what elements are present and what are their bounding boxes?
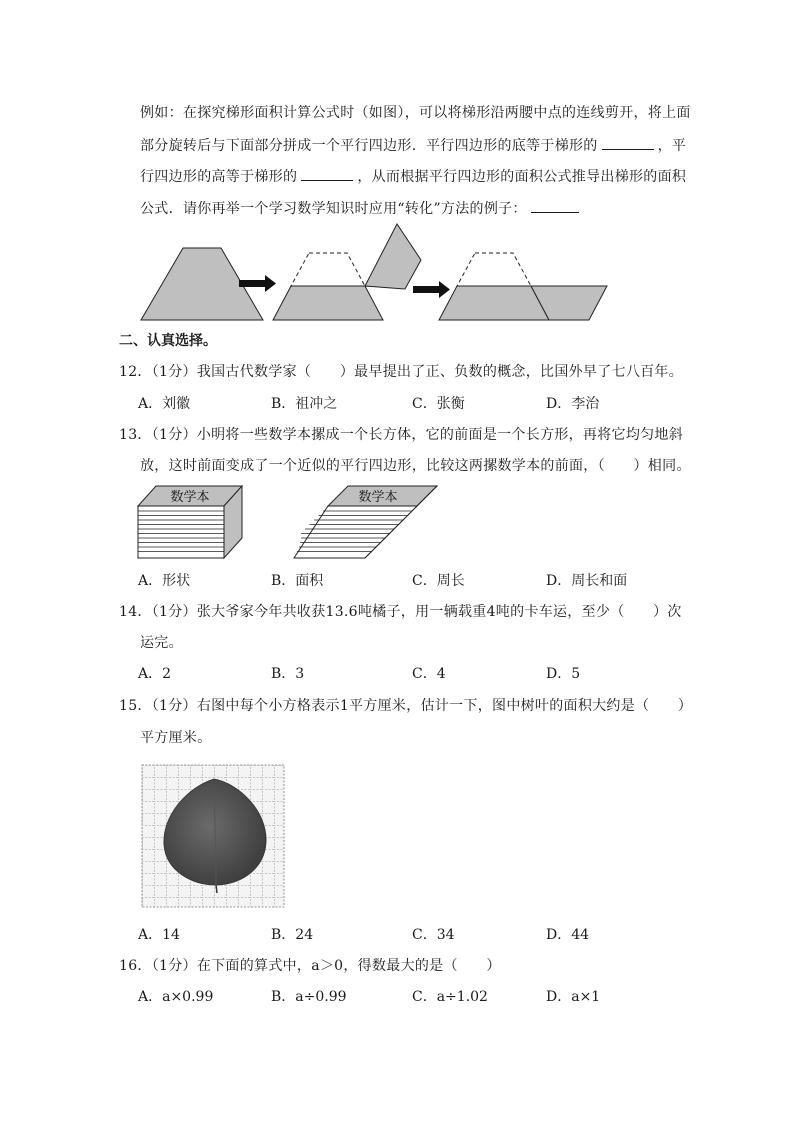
q16-option-d[interactable]: D．a×1: [546, 989, 601, 1005]
q16-option-c[interactable]: C．a÷1.02: [412, 989, 488, 1005]
q11-line-2-tail: ，平: [657, 138, 687, 154]
book-label: 数学本: [358, 490, 398, 505]
q13-stem-line-1: 13．（1分）小明将一些数学本摞成一个长方体，它的前面是一个长方形，再将它均匀地斜: [119, 427, 684, 443]
q13-stem-line-2: 放，这时前面变成了一个近似的平行四边形，比较这两摞数学本的前面，（ ）相同。: [140, 458, 691, 474]
trapezoid-cut: [273, 224, 421, 320]
q15-option-b[interactable]: B．24: [271, 927, 314, 943]
q15-stem-line-2: 平方厘米。: [140, 730, 212, 746]
q11-line-3: [140, 166, 686, 187]
trapezoid-diagram: [135, 220, 615, 325]
q13-option-a[interactable]: A．形状: [138, 573, 191, 589]
book-stack-diagram: [138, 484, 448, 562]
q12-option-d[interactable]: D．李治: [546, 396, 600, 412]
q14-stem-line-2: 运完。: [140, 635, 183, 651]
q13-option-b[interactable]: B．面积: [271, 573, 324, 589]
arrow-icon: [413, 281, 450, 298]
q11-line-2: [140, 135, 686, 156]
q15-option-c[interactable]: C．34: [412, 927, 455, 943]
q13-option-c[interactable]: C．周长: [412, 573, 465, 589]
q15-option-d[interactable]: D．44: [546, 927, 590, 943]
q16-option-a[interactable]: A．a×0.99: [138, 989, 214, 1005]
parallelogram-result: [439, 253, 607, 320]
q16-option-b[interactable]: B．a÷0.99: [271, 989, 347, 1005]
q14-option-c[interactable]: C．4: [412, 666, 446, 682]
answer-blank-height: [301, 166, 353, 181]
q12-option-b[interactable]: B．祖冲之: [271, 396, 338, 412]
q14-option-a[interactable]: A．2: [138, 666, 172, 682]
q11-line-4-text: 公式．请你再举一个学习数学知识时应用“转化”方法的例子：: [140, 201, 527, 217]
q14-option-b[interactable]: B．3: [271, 666, 305, 682]
q13-option-d[interactable]: D．周长和面: [546, 573, 628, 589]
book-stack-upright: [138, 486, 242, 558]
answer-blank-example: [531, 198, 579, 213]
q12-option-a[interactable]: A．刘徽: [138, 396, 191, 412]
q15-option-a[interactable]: A．14: [138, 927, 180, 943]
answer-blank-base: [602, 135, 654, 150]
q15-stem-line-1: 15．（1分）右图中每个小方格表示1平方厘米，估计一下，图中树叶的面积大约是（ ）: [119, 698, 693, 714]
book-stack-slanted: [294, 486, 437, 558]
q11-line-4: [140, 198, 583, 219]
q12-stem: 12．（1分）我国古代数学家（ ）最早提出了正、负数的概念，比国外早了七八百年。: [119, 364, 684, 380]
q14-option-d[interactable]: D．5: [546, 666, 581, 682]
q11-line-2-text: 部分旋转后与下面部分拼成一个平行四边形．平行四边形的底等于梯形的: [140, 138, 598, 154]
q14-stem-line-1: 14．（1分）张大爷家今年共收获13.6吨橘子，用一辆载重4吨的卡车运，至少（ ）次: [119, 604, 682, 620]
q12-option-c[interactable]: C．张衡: [412, 396, 465, 412]
leaf-grid-figure: [142, 765, 284, 907]
section-title: 二、认真选择。: [119, 333, 217, 349]
book-label: 数学本: [170, 490, 210, 505]
q16-stem: 16．（1分）在下面的算式中，a＞0，得数最大的是（ ）: [119, 958, 501, 974]
q11-line-3-text: 行四边形的高等于梯形的: [140, 169, 298, 185]
q11-line-3-tail: ，从而根据平行四边形的面积公式推导出梯形的面积: [357, 169, 687, 185]
q11-line-1: 例如：在探究梯形面积计算公式时（如图），可以将梯形沿两腰中点的连线剪开，将上面: [140, 105, 691, 121]
